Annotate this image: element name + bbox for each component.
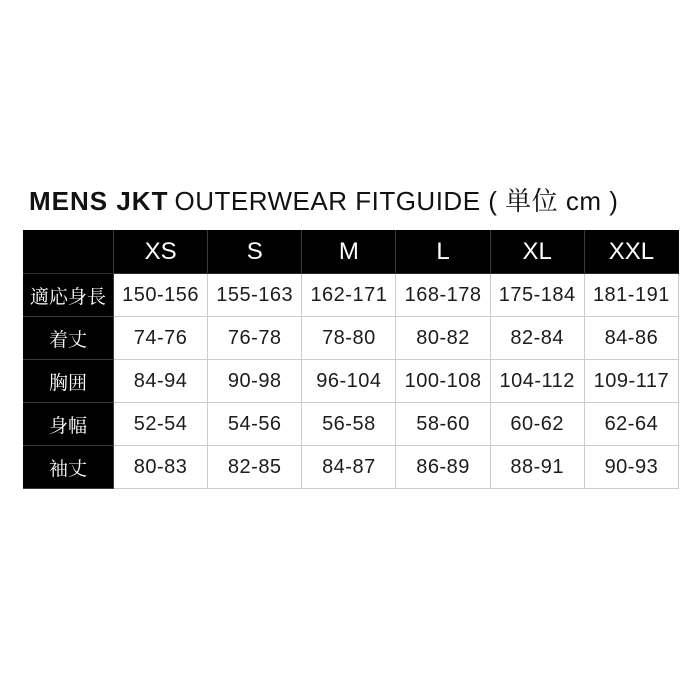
size-value: 88-91 [491,446,585,489]
size-value: 90-98 [208,360,302,403]
size-value: 162-171 [302,274,396,317]
column-header-s: S [208,230,302,274]
size-value: 58-60 [396,403,490,446]
row-label-sleeve: 袖丈 [23,446,114,489]
size-value: 109-117 [585,360,679,403]
table-row-height [23,274,679,317]
table-row-sleeve [23,446,679,489]
size-value: 84-86 [585,317,679,360]
size-value: 78-80 [302,317,396,360]
column-header-xs: XS [114,230,208,274]
size-value: 82-85 [208,446,302,489]
column-header-xl: XL [491,230,585,274]
size-value: 104-112 [491,360,585,403]
size-value: 90-93 [585,446,679,489]
size-value: 96-104 [302,360,396,403]
column-header-l: L [396,230,490,274]
size-value: 150-156 [114,274,208,317]
page-title-product: MENS JKT [29,186,169,216]
column-header-m: M [302,230,396,274]
size-value: 100-108 [396,360,490,403]
size-value: 82-84 [491,317,585,360]
size-value: 84-94 [114,360,208,403]
size-value: 155-163 [208,274,302,317]
size-value: 54-56 [208,403,302,446]
page-title-descriptor: OUTERWEAR FITGUIDE ( 単位 cm ) [174,186,619,216]
corner-cell [23,230,114,274]
size-value: 168-178 [396,274,490,317]
size-value: 181-191 [585,274,679,317]
size-value: 80-82 [396,317,490,360]
size-value: 86-89 [396,446,490,489]
column-header-xxl: XXL [585,230,679,274]
page-title [29,186,618,216]
table-row-chest [23,360,679,403]
size-value: 175-184 [491,274,585,317]
size-value: 62-64 [585,403,679,446]
size-value: 56-58 [302,403,396,446]
size-value: 60-62 [491,403,585,446]
size-value: 74-76 [114,317,208,360]
size-table [23,230,679,489]
size-value: 76-78 [208,317,302,360]
size-value: 80-83 [114,446,208,489]
size-value: 84-87 [302,446,396,489]
size-table-header-row [23,230,679,274]
row-label-chest: 胸囲 [23,360,114,403]
table-row-length [23,317,679,360]
size-value: 52-54 [114,403,208,446]
row-label-length: 着丈 [23,317,114,360]
row-label-body-width: 身幅 [23,403,114,446]
table-row-body-width [23,403,679,446]
row-label-height: 適応身長 [23,274,114,317]
